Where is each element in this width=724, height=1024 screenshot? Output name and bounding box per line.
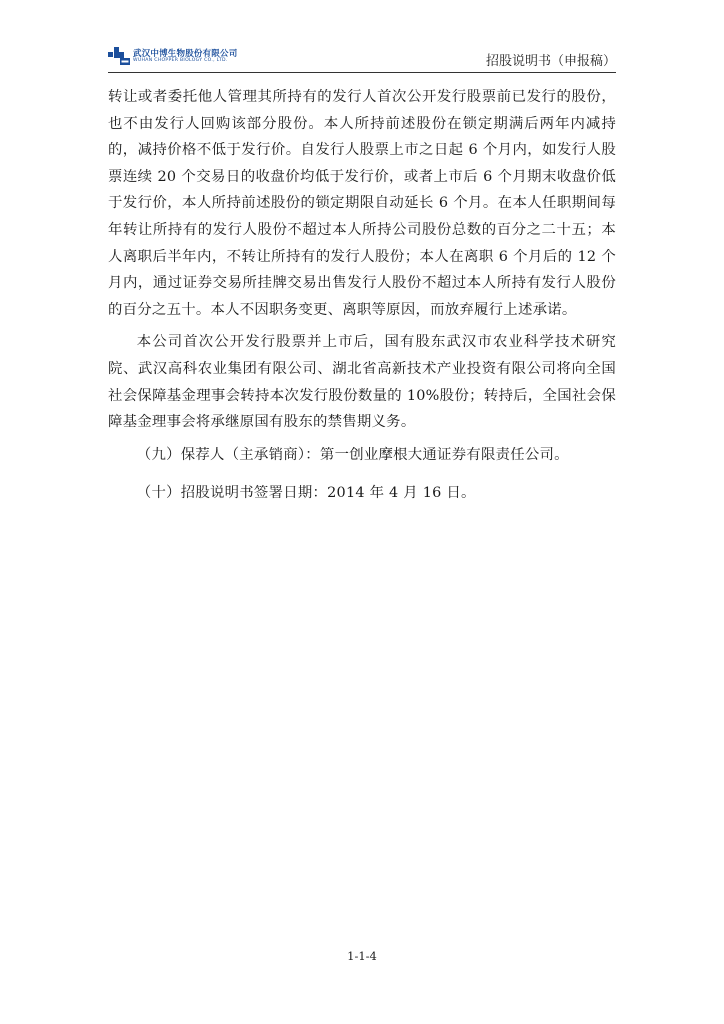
paragraph-signing-date: （十）招股说明书签署日期：2014 年 4 月 16 日。	[136, 485, 476, 502]
company-name-cn: 武汉中博生物股份有限公司	[133, 49, 238, 59]
paragraph-state-shares-transfer: 本公司首次公开发行股票并上市后，国有股东武汉市农业科学技术研究院、武汉高科农业集团有限公司、湖北省高新技术产业投资有限公司将向全国社会保障基金理事会转持本次发行股份数量的 10%股份；转持后，全国社会保障基金理事会将承继原国有股东的禁售期义务。	[108, 334, 616, 431]
document-body	[108, 84, 616, 519]
company-logo	[108, 45, 258, 69]
paragraph-sponsor: （九）保荐人（主承销商）：第一创业摩根大通证券有限责任公司。	[136, 446, 569, 463]
company-name-en: WUHAN CHOPPER BIOLOGY CO., LTD.	[133, 58, 228, 63]
page-header	[108, 44, 616, 73]
page-number: 1-1-4	[347, 949, 377, 963]
chopper-biology-logo-icon	[108, 46, 130, 66]
document-title: 招股说明书（申报稿）	[485, 54, 616, 69]
paragraph-lockup-commitment: 转让或者委托他人管理其所持有的发行人首次公开发行股票前已发行的股份，也不由发行人回购该部分股份。本人所持前述股份在锁定期满后两年内减持的，减持价格不低于发行价。自发行人股票上市之日起 6 个月内，如发行人股票连续 20 个交易日的收盘价均低于发行价，或者上市后 6 个月期末收盘价低于发行价，本人所持前述股份的锁定期限自动延长 6 个月。在本人任职期间每年转让所持有的发行人股份不超过本人所持公司股份总数的百分之二十五；本人离职后半年内，不转让所持有的发行人股份；本人在离职 6 个月后的 12 个月内，通过证券交易所挂牌交易出售发行人股份不超过本人所持有发行人股份的百分之五十。本人不因职务变更、离职等原因，而放弃履行上述承诺。	[108, 89, 616, 318]
